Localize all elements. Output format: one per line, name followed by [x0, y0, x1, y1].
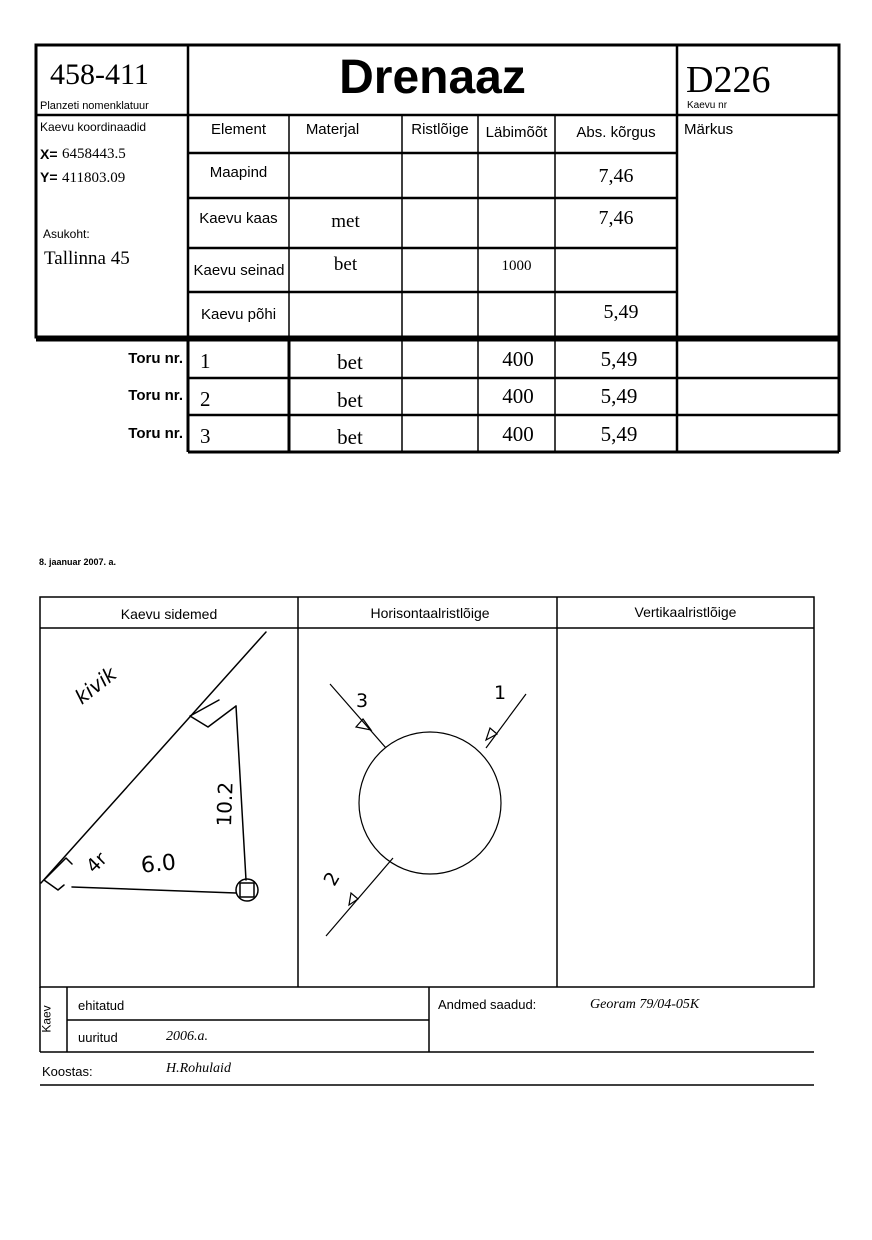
panel-title-links: Kaevu sidemed: [120, 606, 218, 622]
y-value: 411803.09: [62, 170, 126, 186]
sheet-caption: Planzeti nomenklatuur: [40, 100, 149, 112]
page-title: Drenaaz: [339, 51, 526, 104]
pipe-number: 1: [200, 349, 211, 373]
footer-side-label: Kaev: [39, 1005, 54, 1033]
surveyed-value: 2006.a.: [166, 1029, 208, 1044]
col-header-element: Element: [210, 121, 267, 138]
location-label: Asukoht:: [43, 227, 90, 241]
element-name: Kaevu seinad: [193, 262, 285, 279]
pipe-1-marker: 1: [494, 682, 507, 704]
pipe-number: 2: [200, 387, 211, 411]
sheet-code: 458-411: [50, 58, 149, 91]
horizontal-section: [326, 684, 526, 936]
sketch-corner-label: 4r: [82, 847, 112, 878]
pipe-diameter: 400: [502, 422, 534, 446]
pipe-elevation: 5,49: [600, 347, 638, 371]
built-label: ehitatud: [78, 998, 125, 1013]
element-name: Kaevu põhi: [200, 306, 277, 323]
pipe-diameter: 400: [502, 384, 534, 408]
x-label: X=: [40, 146, 58, 162]
element-name: Maapind: [209, 164, 268, 181]
pipe-elevation: 5,49: [600, 422, 638, 446]
pipe-material: bet: [337, 350, 363, 374]
pipe-material: bet: [337, 425, 363, 449]
panel-title-vertical: Vertikaalristlõige: [634, 604, 737, 620]
pipe-elevation: 5,49: [600, 384, 638, 408]
element-elevation: 7,46: [598, 165, 634, 187]
sketch-wall-label: kivik: [70, 661, 122, 709]
pipe-label: Toru nr.: [128, 425, 183, 442]
sketch-distance-b: 10.2: [212, 781, 238, 827]
pipe-label: Toru nr.: [128, 387, 183, 404]
col-header-elevation: Abs. kõrgus: [576, 124, 656, 141]
pipe-number: 3: [200, 424, 211, 448]
well-caption: Kaevu nr: [687, 100, 728, 111]
element-material: bet: [333, 254, 358, 275]
pipe-3-marker: 3: [356, 690, 369, 712]
pipe-material: bet: [337, 388, 363, 412]
surveyed-label: uuritud: [78, 1030, 118, 1045]
author-label: Koostas:: [42, 1064, 93, 1079]
element-material: met: [331, 211, 360, 232]
element-name: Kaevu kaas: [199, 210, 278, 227]
col-header-material: Materjal: [305, 121, 360, 138]
author-value: H.Rohulaid: [166, 1061, 231, 1076]
source-value: Georam 79/04-05K: [590, 997, 700, 1012]
element-elevation: 7,46: [598, 207, 634, 229]
col-header-section: Ristlõige: [411, 121, 469, 138]
x-value: 6458443.5: [62, 146, 126, 162]
sketch-distance-a: 6.0: [139, 850, 178, 879]
well-number: D226: [686, 59, 771, 101]
col-header-diameter: Läbimõõt: [485, 124, 548, 141]
panel-title-horizontal: Horisontaalristlõige: [370, 605, 490, 621]
element-diameter: 1000: [501, 258, 532, 274]
location-value: Tallinna 45: [44, 248, 130, 269]
document-date: 8. jaanuar 2007. a.: [39, 557, 117, 567]
coordinates-label: Kaevu koordinaadid: [40, 120, 147, 134]
pipe-diameter: 400: [502, 347, 534, 371]
element-elevation: 5,49: [603, 301, 639, 323]
pipe-label: Toru nr.: [128, 350, 183, 367]
col-header-note: Märkus: [684, 121, 734, 138]
y-label: Y=: [40, 169, 58, 185]
pipe-2-marker: 2: [319, 868, 345, 890]
source-label: Andmed saadud:: [438, 997, 537, 1012]
